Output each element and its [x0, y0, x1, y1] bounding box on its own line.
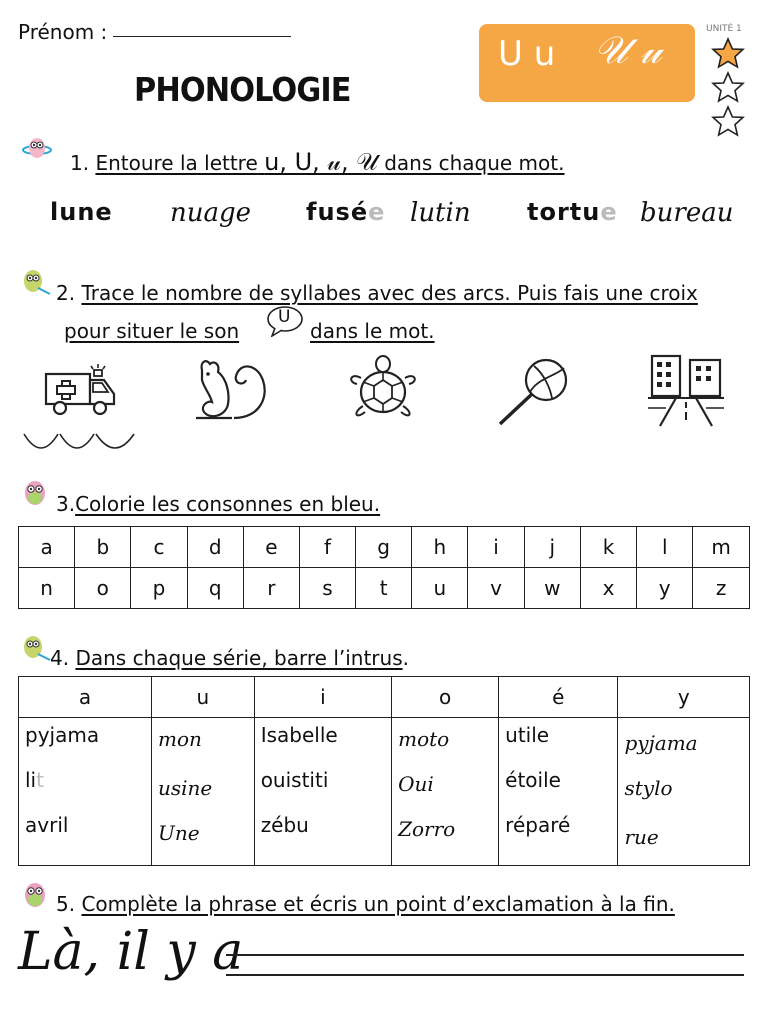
prenom-field[interactable]	[18, 20, 291, 44]
turtle-icon	[345, 354, 423, 424]
word-tortue[interactable]	[527, 198, 618, 226]
series-cell-u	[151, 718, 254, 866]
q5-number: 5.	[56, 892, 76, 916]
letter-cell[interactable]: o	[75, 568, 131, 609]
series-word[interactable]: Isabelle	[260, 723, 338, 747]
star-icon	[713, 73, 743, 101]
lollipop-icon	[494, 354, 574, 428]
syllable-arcs[interactable]	[22, 432, 136, 454]
letter-cell[interactable]: x	[581, 568, 637, 609]
letter-cell[interactable]: u	[412, 568, 468, 609]
q5-text: Complète la phrase et écris un point d’exclamation à la fin.	[81, 892, 675, 916]
q1-text: Entoure la lettre	[95, 151, 258, 175]
series-word[interactable]: ouistiti	[260, 768, 329, 792]
star-rating	[710, 36, 746, 140]
series-header: a	[19, 677, 152, 718]
series-header: o	[392, 677, 499, 718]
star-icon	[713, 107, 743, 135]
series-word[interactable]: zébu	[260, 813, 309, 837]
series-word[interactable]: Oui	[398, 772, 434, 796]
series-word[interactable]: moto	[398, 727, 450, 751]
letter-cell[interactable]: m	[693, 527, 750, 568]
word-lutin[interactable]	[410, 198, 471, 228]
series-header: é	[499, 677, 618, 718]
q3-instruction	[56, 492, 380, 516]
series-word[interactable]: avril	[25, 813, 69, 837]
page-title: PHONOLOGIE	[134, 70, 351, 109]
series-word[interactable]: étoile	[505, 768, 561, 792]
word-text: nuage	[170, 198, 252, 228]
letter-cell[interactable]: b	[75, 527, 131, 568]
series-cell-a	[19, 718, 152, 866]
badge-print-letters: U u	[498, 34, 556, 74]
q4-text: Dans chaque série, barre l’intrus	[75, 646, 403, 670]
prenom-label: Prénom :	[18, 20, 108, 44]
q2-text-line2a: pour situer le son	[64, 319, 240, 343]
letter-cell[interactable]: q	[187, 568, 243, 609]
letter-cell[interactable]: n	[19, 568, 75, 609]
word-text: bureau	[640, 198, 734, 228]
q4-text-end: .	[402, 646, 409, 670]
series-word[interactable]: pyjama	[25, 723, 100, 747]
letter-cell[interactable]: g	[356, 527, 412, 568]
word-text: lutin	[410, 198, 471, 228]
unit-label: UNITÉ 1	[706, 24, 742, 34]
ambulance-icon	[44, 364, 118, 418]
word-tail: e	[368, 198, 386, 226]
letter-cell[interactable]: h	[412, 527, 468, 568]
letter-cell[interactable]: y	[637, 568, 693, 609]
q2-instruction-line2	[64, 319, 239, 343]
alphabet-row	[19, 527, 750, 568]
owl-icon	[18, 266, 52, 296]
series-header: y	[618, 677, 750, 718]
letter-cell[interactable]: e	[243, 527, 299, 568]
series-word[interactable]: pyjama	[624, 731, 698, 755]
series-cell-y	[618, 718, 750, 866]
series-header-row	[19, 677, 750, 718]
owl-icon	[18, 478, 52, 508]
letter-cell[interactable]: a	[19, 527, 75, 568]
series-word[interactable]: usine	[157, 776, 213, 800]
letter-cell[interactable]: f	[299, 527, 355, 568]
q2-instruction-line1	[56, 281, 698, 305]
badge-cursive-letters: 𝒰 𝓊	[594, 28, 662, 72]
word-tail: e	[600, 198, 618, 226]
series-body-row	[19, 718, 750, 866]
series-header: u	[151, 677, 254, 718]
letter-cell[interactable]: l	[637, 527, 693, 568]
letter-cell[interactable]: i	[468, 527, 524, 568]
q3-text: Colorie les consonnes en bleu.	[75, 492, 381, 516]
series-word[interactable]: Zorro	[398, 817, 456, 841]
owl-icon	[18, 632, 52, 662]
series-word[interactable]: stylo	[624, 776, 673, 800]
letter-cell[interactable]: r	[243, 568, 299, 609]
letter-cell[interactable]: d	[187, 527, 243, 568]
series-table	[18, 676, 750, 866]
q1-text-end: dans chaque mot.	[384, 151, 565, 175]
sound-letter: U	[278, 307, 291, 327]
q2-instruction-line2-end	[310, 319, 435, 343]
q3-number: 3.	[56, 492, 76, 516]
series-word[interactable]: mon	[157, 727, 202, 751]
q4-number: 4.	[50, 646, 70, 670]
squirrel-icon	[190, 356, 270, 424]
series-header: i	[254, 677, 391, 718]
star-icon	[713, 39, 743, 67]
q2-text-line2b: dans le mot.	[310, 319, 435, 343]
letter-cell[interactable]: t	[356, 568, 412, 609]
word-bureau[interactable]	[640, 198, 733, 228]
owl-icon	[18, 880, 52, 910]
street-icon	[646, 352, 726, 428]
series-word[interactable]: rue	[624, 825, 659, 849]
word-text: li	[25, 768, 37, 792]
word-nuage[interactable]	[170, 198, 251, 228]
owl-icon	[20, 134, 54, 164]
prenom-line[interactable]	[113, 36, 291, 37]
word-text: fusé	[306, 198, 369, 226]
letter-cell[interactable]: v	[468, 568, 524, 609]
q2-text-line1: Trace le nombre de syllabes avec des arcs. Puis fais une croix	[81, 281, 698, 305]
sentence-start: Là, il y a	[18, 922, 244, 982]
letter-cell[interactable]: s	[299, 568, 355, 609]
q4-instruction	[50, 646, 409, 670]
series-word[interactable]	[25, 763, 145, 808]
word-text: tortu	[527, 198, 601, 226]
q1-number: 1.	[70, 151, 90, 175]
word-lune[interactable]	[50, 198, 113, 226]
q2-number: 2.	[56, 281, 76, 305]
word-text: lune	[50, 198, 113, 226]
q5-instruction	[56, 892, 675, 916]
letter-cell[interactable]: p	[131, 568, 187, 609]
word-tail: t	[36, 768, 44, 792]
letter-cell[interactable]: c	[131, 527, 187, 568]
answer-line[interactable]	[226, 974, 744, 976]
series-cell-o	[392, 718, 499, 866]
sound-bubble-icon	[266, 305, 304, 337]
letter-cell[interactable]: k	[581, 527, 637, 568]
q1-letters: u, U, 𝓊, 𝒰	[264, 148, 378, 176]
letter-cell[interactable]: w	[524, 568, 580, 609]
series-word[interactable]: Une	[157, 821, 200, 845]
answer-line[interactable]	[226, 954, 744, 956]
q1-instruction	[70, 148, 564, 176]
letter-cell[interactable]: z	[693, 568, 750, 609]
letter-cell[interactable]: j	[524, 527, 580, 568]
series-word[interactable]: utile	[505, 723, 550, 747]
word-fusee[interactable]	[306, 198, 385, 226]
alphabet-table	[18, 526, 750, 609]
alphabet-row	[19, 568, 750, 609]
series-cell-i	[254, 718, 391, 866]
series-cell-e	[499, 718, 618, 866]
series-word[interactable]: réparé	[505, 813, 571, 837]
